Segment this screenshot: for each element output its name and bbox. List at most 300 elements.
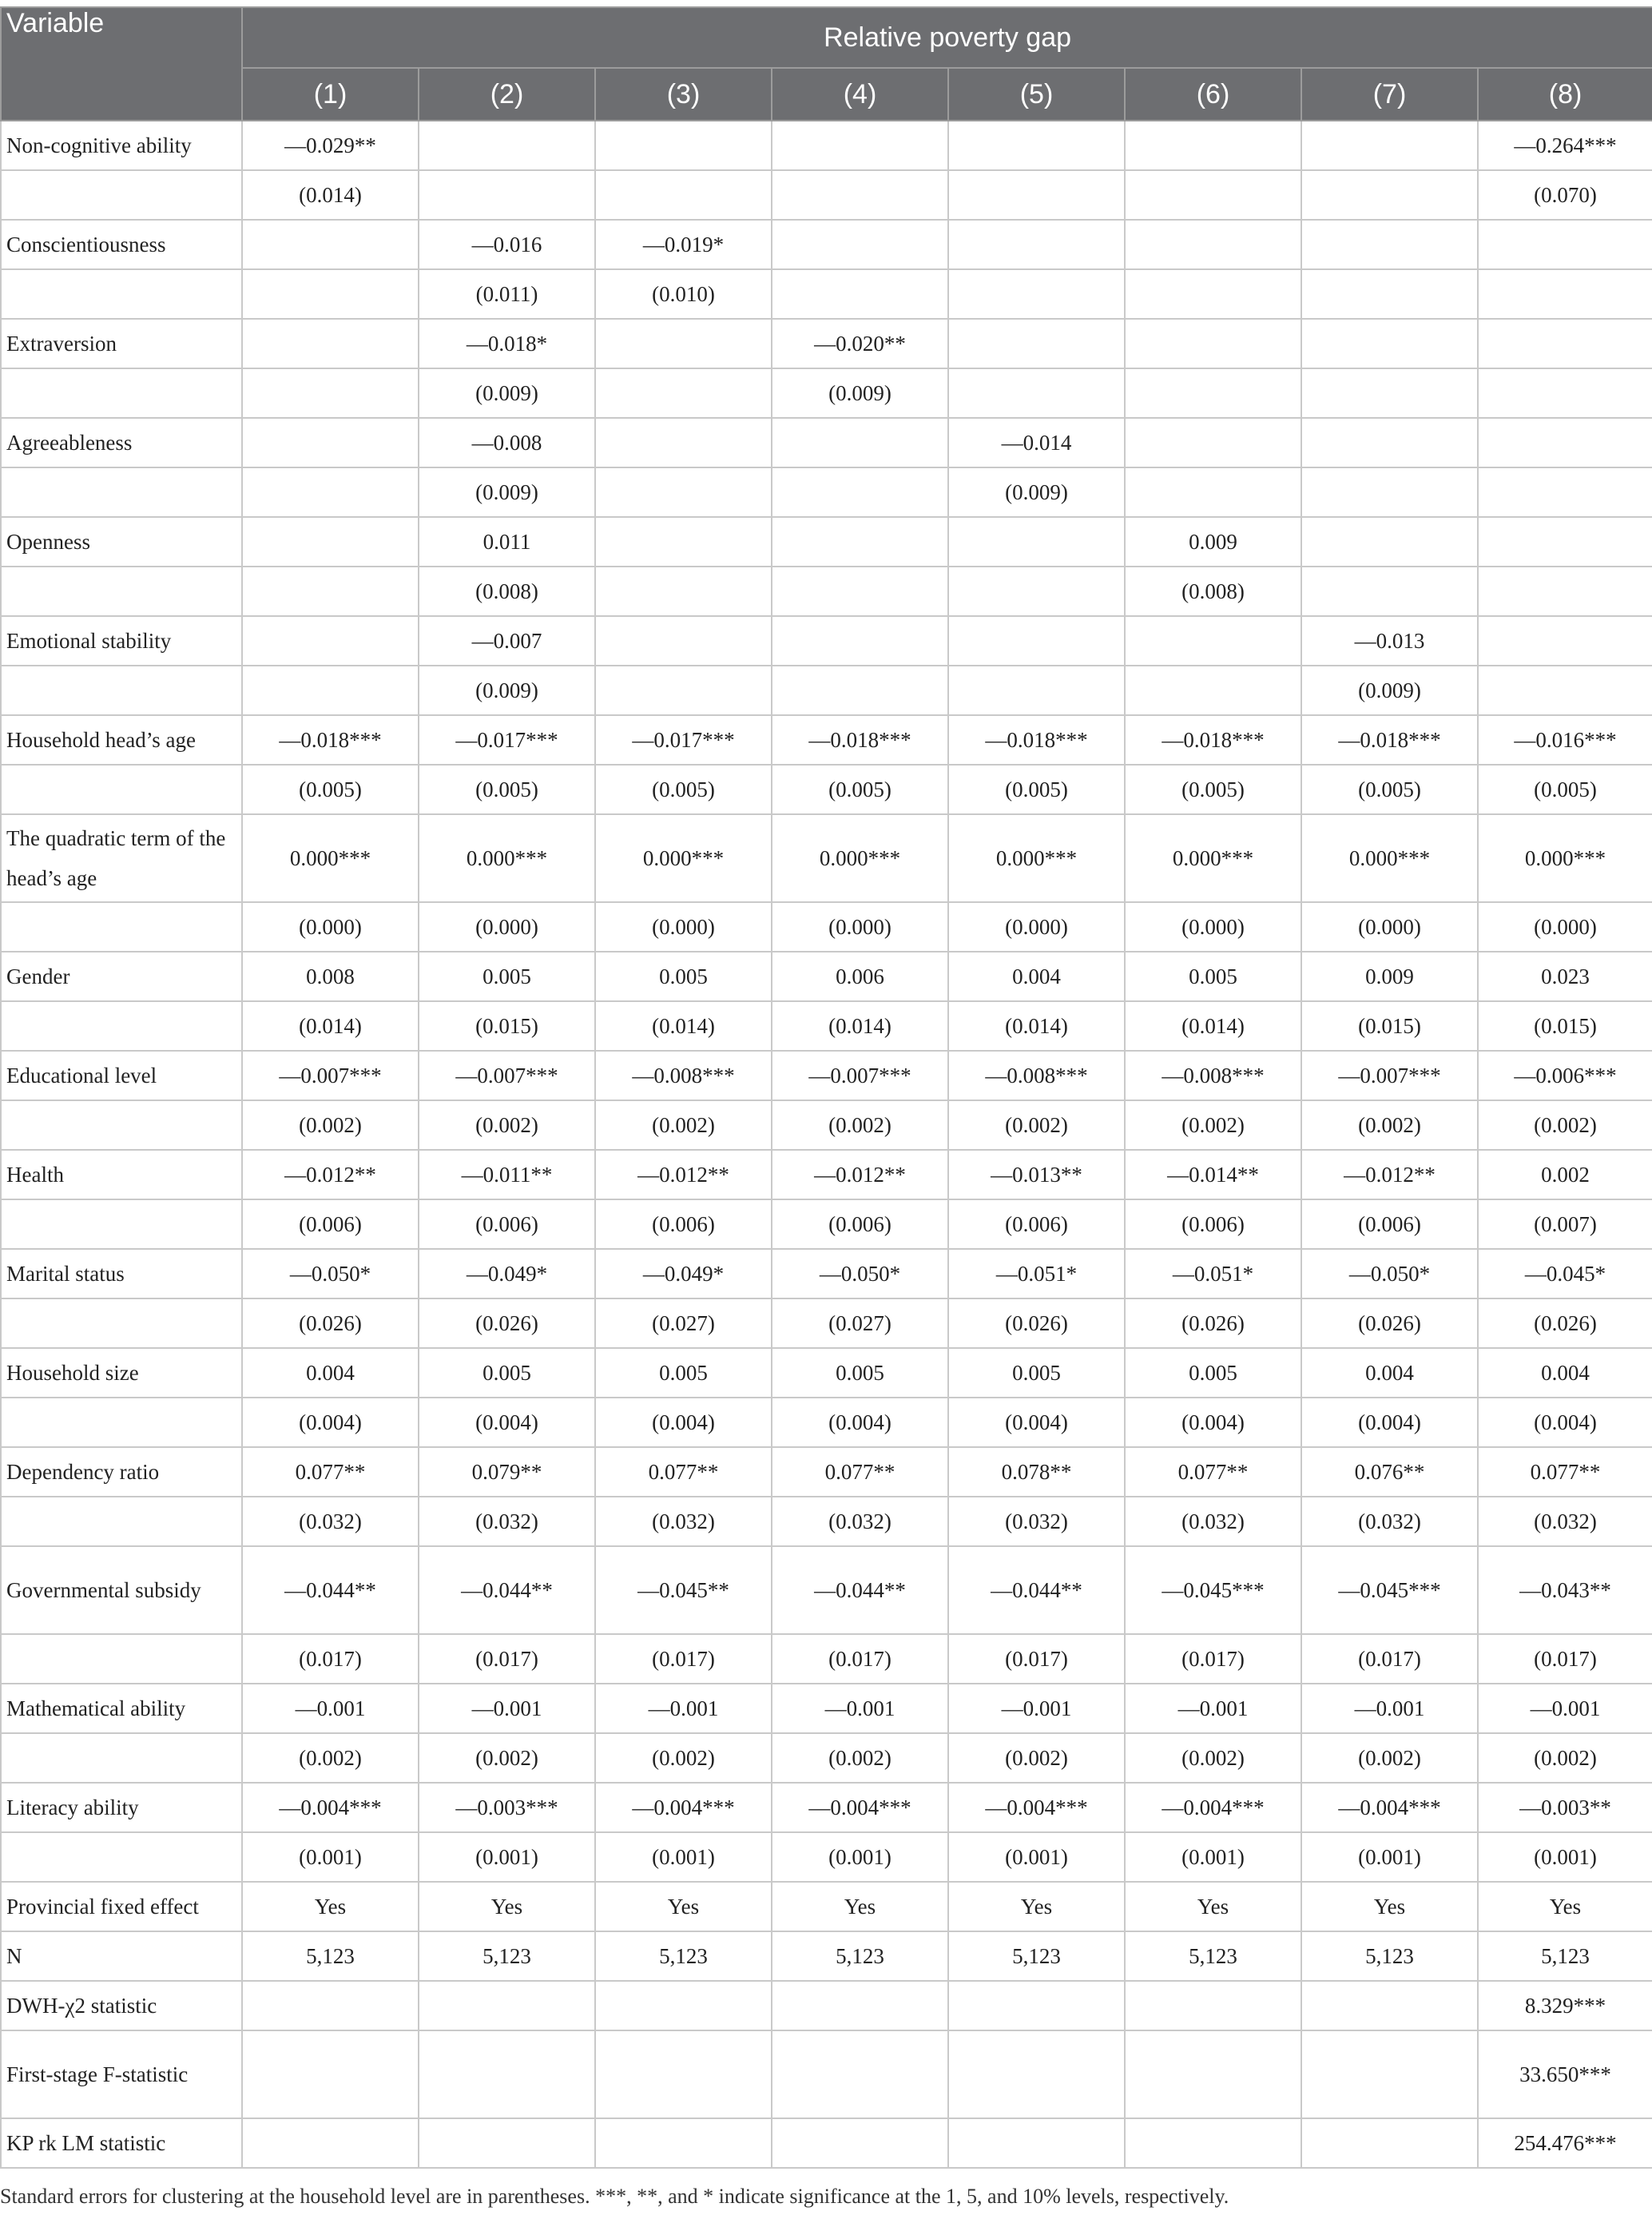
row-label: Openness <box>1 517 242 567</box>
column-header: (1) <box>242 68 419 121</box>
row-label <box>1 1001 242 1051</box>
table-cell: (0.032) <box>1301 1497 1478 1546</box>
table-cell: (0.001) <box>242 1832 419 1882</box>
table-cell: (0.008) <box>419 567 595 616</box>
table-cell <box>948 269 1125 319</box>
table-cell <box>595 368 772 418</box>
row-label: Educational level <box>1 1051 242 1100</box>
table-cell <box>1125 170 1301 220</box>
table-row <box>1 418 1652 467</box>
table-cell <box>242 567 419 616</box>
table-cell <box>242 616 419 666</box>
table-cell: (0.004) <box>1301 1398 1478 1447</box>
table-cell: (0.000) <box>595 902 772 952</box>
column-header: (8) <box>1478 68 1652 121</box>
table-cell <box>242 467 419 517</box>
table-cell: (0.070) <box>1478 170 1652 220</box>
row-label <box>1 1497 242 1546</box>
row-label: The quadratic term of the head’s age <box>1 814 242 902</box>
table-cell: (0.026) <box>1125 1298 1301 1348</box>
table-cell <box>419 2118 595 2168</box>
table-cell <box>1478 220 1652 269</box>
table-cell: —0.007*** <box>419 1051 595 1100</box>
table-cell <box>1478 467 1652 517</box>
table-cell: —0.018*** <box>948 715 1125 765</box>
table-cell <box>595 517 772 567</box>
table-cell: Yes <box>242 1882 419 1931</box>
table-cell: —0.012** <box>772 1150 948 1199</box>
row-label <box>1 666 242 715</box>
table-cell: —0.016*** <box>1478 715 1652 765</box>
table-cell: 5,123 <box>1125 1931 1301 1981</box>
table-cell: 0.077** <box>595 1447 772 1497</box>
row-label: Household size <box>1 1348 242 1398</box>
table-cell <box>948 220 1125 269</box>
table-cell: —0.020** <box>772 319 948 368</box>
table-cell: 0.009 <box>1301 952 1478 1001</box>
table-cell <box>1301 170 1478 220</box>
table-cell: 5,123 <box>1301 1931 1478 1981</box>
table-cell <box>1125 1981 1301 2030</box>
table-cell: 0.023 <box>1478 952 1652 1001</box>
table-cell: (0.009) <box>419 666 595 715</box>
row-label: Agreeableness <box>1 418 242 467</box>
row-label: Emotional stability <box>1 616 242 666</box>
row-label: Marital status <box>1 1249 242 1298</box>
table-cell: (0.009) <box>948 467 1125 517</box>
table-cell: 0.078** <box>948 1447 1125 1497</box>
table-cell: —0.014 <box>948 418 1125 467</box>
table-cell: (0.027) <box>595 1298 772 1348</box>
table-cell: Yes <box>772 1882 948 1931</box>
table-cell: —0.007*** <box>242 1051 419 1100</box>
table-cell: (0.002) <box>595 1733 772 1783</box>
table-cell: —0.264*** <box>1478 121 1652 170</box>
table-cell: (0.032) <box>595 1497 772 1546</box>
table-cell: (0.027) <box>772 1298 948 1348</box>
table-cell: —0.051* <box>948 1249 1125 1298</box>
table-row <box>1 1832 1652 1882</box>
table-cell: —0.004*** <box>948 1783 1125 1832</box>
table-cell: —0.012** <box>242 1150 419 1199</box>
table-cell <box>1478 616 1652 666</box>
table-cell: —0.014** <box>1125 1150 1301 1199</box>
table-footnote: Standard errors for clustering at the household level are in parentheses. ***, **, and * indicate significance at the 1, 5, and 10% levels, respectively. <box>0 2185 1229 2208</box>
table-cell <box>242 2118 419 2168</box>
table-cell: (0.002) <box>595 1100 772 1150</box>
table-cell: 33.650*** <box>1478 2030 1652 2118</box>
table-cell: 0.000*** <box>242 814 419 902</box>
table-row <box>1 319 1652 368</box>
table-cell <box>1125 121 1301 170</box>
table-cell: 0.077** <box>1478 1447 1652 1497</box>
table-cell: 0.079** <box>419 1447 595 1497</box>
table-cell <box>1301 467 1478 517</box>
table-cell <box>1301 368 1478 418</box>
table-cell: —0.004*** <box>772 1783 948 1832</box>
table-cell: (0.006) <box>1125 1199 1301 1249</box>
table-cell <box>948 567 1125 616</box>
table-cell: (0.002) <box>242 1733 419 1783</box>
table-cell <box>772 418 948 467</box>
row-label: Dependency ratio <box>1 1447 242 1497</box>
table-cell: 0.004 <box>242 1348 419 1398</box>
table-cell <box>1478 269 1652 319</box>
table-cell: (0.002) <box>948 1733 1125 1783</box>
table-cell: (0.002) <box>1301 1100 1478 1150</box>
table-cell: (0.007) <box>1478 1199 1652 1249</box>
table-cell <box>1301 319 1478 368</box>
table-cell: —0.001 <box>772 1684 948 1733</box>
table-cell: (0.001) <box>1478 1832 1652 1882</box>
table-cell: —0.044** <box>948 1546 1125 1634</box>
table-row <box>1 368 1652 418</box>
table-row <box>1 1051 1652 1100</box>
table-cell: (0.014) <box>595 1001 772 1051</box>
table-cell <box>772 2030 948 2118</box>
table-cell: 254.476*** <box>1478 2118 1652 2168</box>
table-cell: (0.010) <box>595 269 772 319</box>
row-label <box>1 170 242 220</box>
table-cell: 5,123 <box>772 1931 948 1981</box>
table-cell <box>1125 368 1301 418</box>
table-cell: —0.012** <box>595 1150 772 1199</box>
table-cell: —0.003** <box>1478 1783 1652 1832</box>
row-label: Non-cognitive ability <box>1 121 242 170</box>
table-cell: (0.032) <box>772 1497 948 1546</box>
table-row <box>1 1249 1652 1298</box>
table-cell: (0.008) <box>1125 567 1301 616</box>
table-cell: —0.008*** <box>948 1051 1125 1100</box>
table-cell <box>242 319 419 368</box>
row-label <box>1 765 242 814</box>
table-cell: —0.029** <box>242 121 419 170</box>
table-cell <box>1478 567 1652 616</box>
table-row <box>1 1150 1652 1199</box>
table-cell <box>772 220 948 269</box>
table-cell: (0.006) <box>595 1199 772 1249</box>
table-cell: (0.000) <box>948 902 1125 952</box>
table-cell: —0.045* <box>1478 1249 1652 1298</box>
table-cell: Yes <box>1125 1882 1301 1931</box>
table-cell: —0.001 <box>1301 1684 1478 1733</box>
table-cell: 0.005 <box>595 952 772 1001</box>
table-cell: (0.032) <box>1125 1497 1301 1546</box>
column-header: (4) <box>772 68 948 121</box>
table-cell: (0.000) <box>1478 902 1652 952</box>
table-cell <box>595 666 772 715</box>
table-cell: (0.002) <box>1125 1733 1301 1783</box>
table-row <box>1 1634 1652 1684</box>
table-cell: (0.005) <box>1301 765 1478 814</box>
table-body <box>1 121 1652 2168</box>
table-cell: 0.005 <box>1125 1348 1301 1398</box>
table-cell: (0.014) <box>772 1001 948 1051</box>
table-cell <box>948 616 1125 666</box>
table-cell: Yes <box>948 1882 1125 1931</box>
table-cell: (0.002) <box>1478 1733 1652 1783</box>
table-cell: —0.044** <box>242 1546 419 1634</box>
table-cell: —0.007*** <box>772 1051 948 1100</box>
table-cell: —0.008*** <box>1125 1051 1301 1100</box>
table-cell <box>595 567 772 616</box>
row-label <box>1 467 242 517</box>
table-cell <box>1301 121 1478 170</box>
row-label <box>1 269 242 319</box>
table-row <box>1 1882 1652 1931</box>
table-cell: 0.000*** <box>595 814 772 902</box>
table-row <box>1 1783 1652 1832</box>
row-label: Household head’s age <box>1 715 242 765</box>
variable-header: Variable <box>1 7 242 121</box>
table-cell: Yes <box>595 1882 772 1931</box>
table-row <box>1 952 1652 1001</box>
table-cell: (0.015) <box>1478 1001 1652 1051</box>
row-label <box>1 1733 242 1783</box>
row-label: Provincial fixed effect <box>1 1882 242 1931</box>
table-cell: (0.006) <box>419 1199 595 1249</box>
table-cell <box>1125 666 1301 715</box>
table-cell: (0.014) <box>242 170 419 220</box>
table-cell <box>772 666 948 715</box>
table-cell <box>1125 269 1301 319</box>
table-cell: 0.009 <box>1125 517 1301 567</box>
table-cell: (0.017) <box>242 1634 419 1684</box>
table-cell <box>1478 418 1652 467</box>
table-cell: 0.005 <box>772 1348 948 1398</box>
table-row <box>1 2118 1652 2168</box>
table-cell: (0.002) <box>419 1733 595 1783</box>
table-cell: 0.076** <box>1301 1447 1478 1497</box>
table-header <box>1 7 1652 121</box>
table-cell: —0.001 <box>1125 1684 1301 1733</box>
table-cell: (0.002) <box>772 1100 948 1150</box>
table-row <box>1 1684 1652 1733</box>
table-cell <box>1125 319 1301 368</box>
table-cell <box>595 2030 772 2118</box>
table-cell <box>1301 517 1478 567</box>
regression-table <box>0 6 1652 2169</box>
table-cell: (0.001) <box>772 1832 948 1882</box>
table-cell <box>1301 418 1478 467</box>
table-row <box>1 1981 1652 2030</box>
table-cell: (0.006) <box>948 1199 1125 1249</box>
table-cell: —0.018*** <box>1125 715 1301 765</box>
table-cell: (0.014) <box>1125 1001 1301 1051</box>
table-cell: (0.001) <box>1301 1832 1478 1882</box>
table-row <box>1 567 1652 616</box>
table-cell: (0.001) <box>595 1832 772 1882</box>
table-cell: (0.017) <box>1301 1634 1478 1684</box>
table-cell: 0.000*** <box>1478 814 1652 902</box>
table-cell <box>772 1981 948 2030</box>
table-cell: (0.026) <box>1478 1298 1652 1348</box>
table-cell: —0.004*** <box>242 1783 419 1832</box>
table-cell: 0.011 <box>419 517 595 567</box>
row-label <box>1 902 242 952</box>
row-label: Governmental subsidy <box>1 1546 242 1634</box>
table-cell <box>419 1981 595 2030</box>
table-cell: 0.000*** <box>948 814 1125 902</box>
row-label: Mathematical ability <box>1 1684 242 1733</box>
table-cell: (0.005) <box>595 765 772 814</box>
relative-poverty-gap-header: Relative poverty gap <box>242 7 1652 68</box>
table-cell: (0.000) <box>1125 902 1301 952</box>
table-cell: 0.005 <box>419 1348 595 1398</box>
table-cell: 5,123 <box>1478 1931 1652 1981</box>
table-cell <box>419 170 595 220</box>
table-cell: —0.001 <box>948 1684 1125 1733</box>
table-row <box>1 1100 1652 1150</box>
row-label: Gender <box>1 952 242 1001</box>
table-cell: (0.014) <box>948 1001 1125 1051</box>
row-label: DWH-χ2 statistic <box>1 1981 242 2030</box>
table-cell <box>242 368 419 418</box>
table-cell: —0.045*** <box>1125 1546 1301 1634</box>
table-cell <box>772 170 948 220</box>
table-cell <box>948 1981 1125 2030</box>
table-row <box>1 220 1652 269</box>
table-row <box>1 170 1652 220</box>
table-cell: —0.004*** <box>1301 1783 1478 1832</box>
table-cell <box>419 2030 595 2118</box>
table-cell: 0.005 <box>1125 952 1301 1001</box>
table-cell: 0.004 <box>1478 1348 1652 1398</box>
table-cell: (0.009) <box>419 368 595 418</box>
column-header: (6) <box>1125 68 1301 121</box>
table-cell: (0.015) <box>419 1001 595 1051</box>
table-cell: (0.002) <box>1301 1733 1478 1783</box>
row-label: Health <box>1 1150 242 1199</box>
table-cell <box>772 269 948 319</box>
table-cell: (0.000) <box>242 902 419 952</box>
table-row <box>1 1497 1652 1546</box>
table-cell <box>595 121 772 170</box>
table-cell: —0.008 <box>419 418 595 467</box>
table-cell: (0.032) <box>1478 1497 1652 1546</box>
table-cell: —0.018*** <box>242 715 419 765</box>
table-cell: 5,123 <box>242 1931 419 1981</box>
table-cell <box>1478 368 1652 418</box>
table-cell: 0.002 <box>1478 1150 1652 1199</box>
table-cell <box>1125 220 1301 269</box>
table-cell: 8.329*** <box>1478 1981 1652 2030</box>
table-cell: (0.009) <box>419 467 595 517</box>
table-cell: (0.001) <box>419 1832 595 1882</box>
table-cell: —0.044** <box>419 1546 595 1634</box>
table-cell <box>772 467 948 517</box>
table-cell <box>948 121 1125 170</box>
table-cell: (0.001) <box>948 1832 1125 1882</box>
table-cell: 0.004 <box>948 952 1125 1001</box>
table-cell: (0.026) <box>419 1298 595 1348</box>
table-row <box>1 1931 1652 1981</box>
table-cell: (0.017) <box>948 1634 1125 1684</box>
table-cell <box>1301 1981 1478 2030</box>
table-cell <box>1478 666 1652 715</box>
column-header: (2) <box>419 68 595 121</box>
table-cell <box>242 220 419 269</box>
table-cell <box>242 2030 419 2118</box>
table-cell: —0.001 <box>419 1684 595 1733</box>
table-cell <box>595 418 772 467</box>
table-cell <box>1301 2030 1478 2118</box>
table-cell: (0.026) <box>242 1298 419 1348</box>
table-cell <box>1125 2030 1301 2118</box>
table-cell <box>1301 269 1478 319</box>
table-row <box>1 1199 1652 1249</box>
table-cell: (0.009) <box>1301 666 1478 715</box>
table-cell <box>948 517 1125 567</box>
table-cell <box>595 2118 772 2168</box>
table-cell: 0.077** <box>242 1447 419 1497</box>
table-cell <box>1478 319 1652 368</box>
row-label: First-stage F-statistic <box>1 2030 242 2118</box>
table-cell: (0.032) <box>242 1497 419 1546</box>
table-cell: —0.045** <box>595 1546 772 1634</box>
table-cell: —0.045*** <box>1301 1546 1478 1634</box>
table-row <box>1 1447 1652 1497</box>
table-cell: (0.017) <box>1478 1634 1652 1684</box>
row-label <box>1 1832 242 1882</box>
table-cell: 5,123 <box>419 1931 595 1981</box>
table-cell: —0.001 <box>242 1684 419 1733</box>
table-cell <box>242 418 419 467</box>
table-row <box>1 765 1652 814</box>
table-cell: (0.011) <box>419 269 595 319</box>
table-cell <box>772 517 948 567</box>
table-cell: —0.008*** <box>595 1051 772 1100</box>
table-cell: (0.002) <box>419 1100 595 1150</box>
table-cell: (0.004) <box>1478 1398 1652 1447</box>
table-cell: (0.005) <box>772 765 948 814</box>
table-cell: 0.077** <box>772 1447 948 1497</box>
table-cell: 5,123 <box>948 1931 1125 1981</box>
table-cell: 0.005 <box>595 1348 772 1398</box>
table-cell: Yes <box>1301 1882 1478 1931</box>
table-cell: —0.013** <box>948 1150 1125 1199</box>
table-cell: —0.018*** <box>1301 715 1478 765</box>
table-cell: 0.004 <box>1301 1348 1478 1398</box>
table-cell <box>772 121 948 170</box>
table-cell: —0.044** <box>772 1546 948 1634</box>
row-label: Literacy ability <box>1 1783 242 1832</box>
table-cell: Yes <box>1478 1882 1652 1931</box>
table-row <box>1 616 1652 666</box>
table-row <box>1 1298 1652 1348</box>
table-cell <box>948 666 1125 715</box>
table-cell: —0.011** <box>419 1150 595 1199</box>
table-cell <box>595 1981 772 2030</box>
table-cell: —0.004*** <box>1125 1783 1301 1832</box>
table-cell <box>595 170 772 220</box>
table-cell: (0.005) <box>1125 765 1301 814</box>
column-header: (3) <box>595 68 772 121</box>
table-cell: —0.003*** <box>419 1783 595 1832</box>
row-label <box>1 1634 242 1684</box>
table-cell: (0.001) <box>1125 1832 1301 1882</box>
row-label: Conscientiousness <box>1 220 242 269</box>
table-row <box>1 715 1652 765</box>
table-cell: 0.005 <box>948 1348 1125 1398</box>
table-cell: 0.008 <box>242 952 419 1001</box>
table-cell: —0.001 <box>1478 1684 1652 1733</box>
row-label <box>1 1100 242 1150</box>
table-cell: —0.016 <box>419 220 595 269</box>
table-cell: —0.049* <box>419 1249 595 1298</box>
row-label: Extraversion <box>1 319 242 368</box>
table-cell <box>1125 467 1301 517</box>
